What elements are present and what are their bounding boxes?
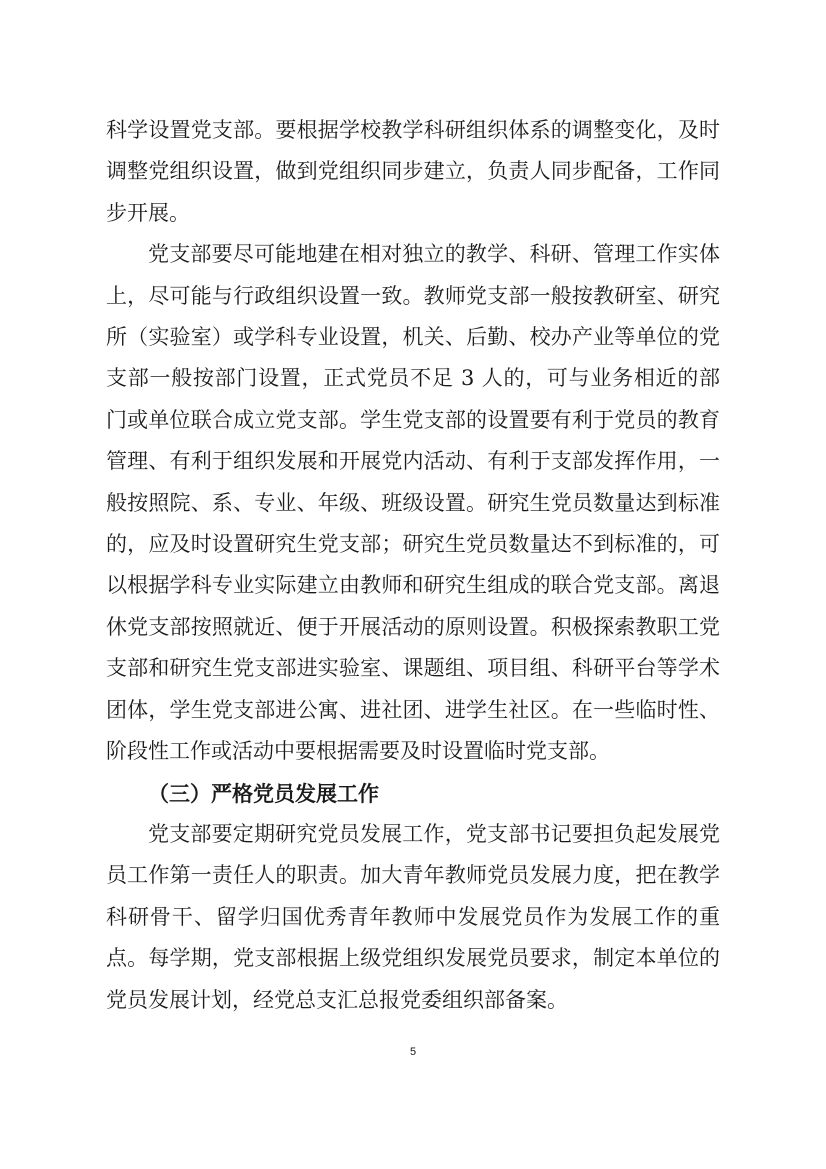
paragraph-continued: 科学设置党支部。要根据学校教学科研组织体系的调整变化，及时调整党组织设置，做到党组织同步建立，负责人同步配备，工作同步开展。 <box>106 118 720 225</box>
page-number: 5 <box>409 1046 417 1058</box>
document-body <box>106 110 720 1021</box>
paragraph-member-development: 党支部要定期研究党员发展工作，党支部书记要担负起发展党员工作第一责任人的职责。加大青年教师党员发展力度，把在教学科研骨干、留学归国优秀青年教师中发展党员作为发展工作的重点。每学期，党支部根据上级党组织发展党员要求，制定本单位的党员发展计划，经党总支汇总报党委组织部备案。 <box>106 821 720 1012</box>
section-heading: （三）严格党员发展工作 <box>148 780 379 806</box>
paragraph-branch-setup: 党支部要尽可能地建在相对独立的教学、科研、管理工作实体上，尽可能与行政组织设置一致。教师党支部一般按教研室、研究所（实验室）或学科专业设置，机关、后勤、校办产业等单位的党支部一般按部门设置，正式党员不足 3 人的，可与业务相近的部门或单位联合成立党支部。学生党支部的设置要有利于党员的教育管理、有利于组织发展和开展党内活动、有利于支部发挥作用，一般按照院、系、专业、年级、班级设置。研究生党员数量达到标准的，应及时设置研究生党支部；研究生党员数量达不到标准的，可以根据学科专业实际建立由教师和研究生组成的联合党支部。离退休党支部按照就近、便于开展活动的原则设置。积极探索教职工党支部和研究生党支部进实验室、课题组、项目组、科研平台等学术团体，学生党支部进公寓、进社团、进学生社区。在一些临时性、阶段性工作或活动中要根据需要及时设置临时党支部。 <box>106 242 720 764</box>
